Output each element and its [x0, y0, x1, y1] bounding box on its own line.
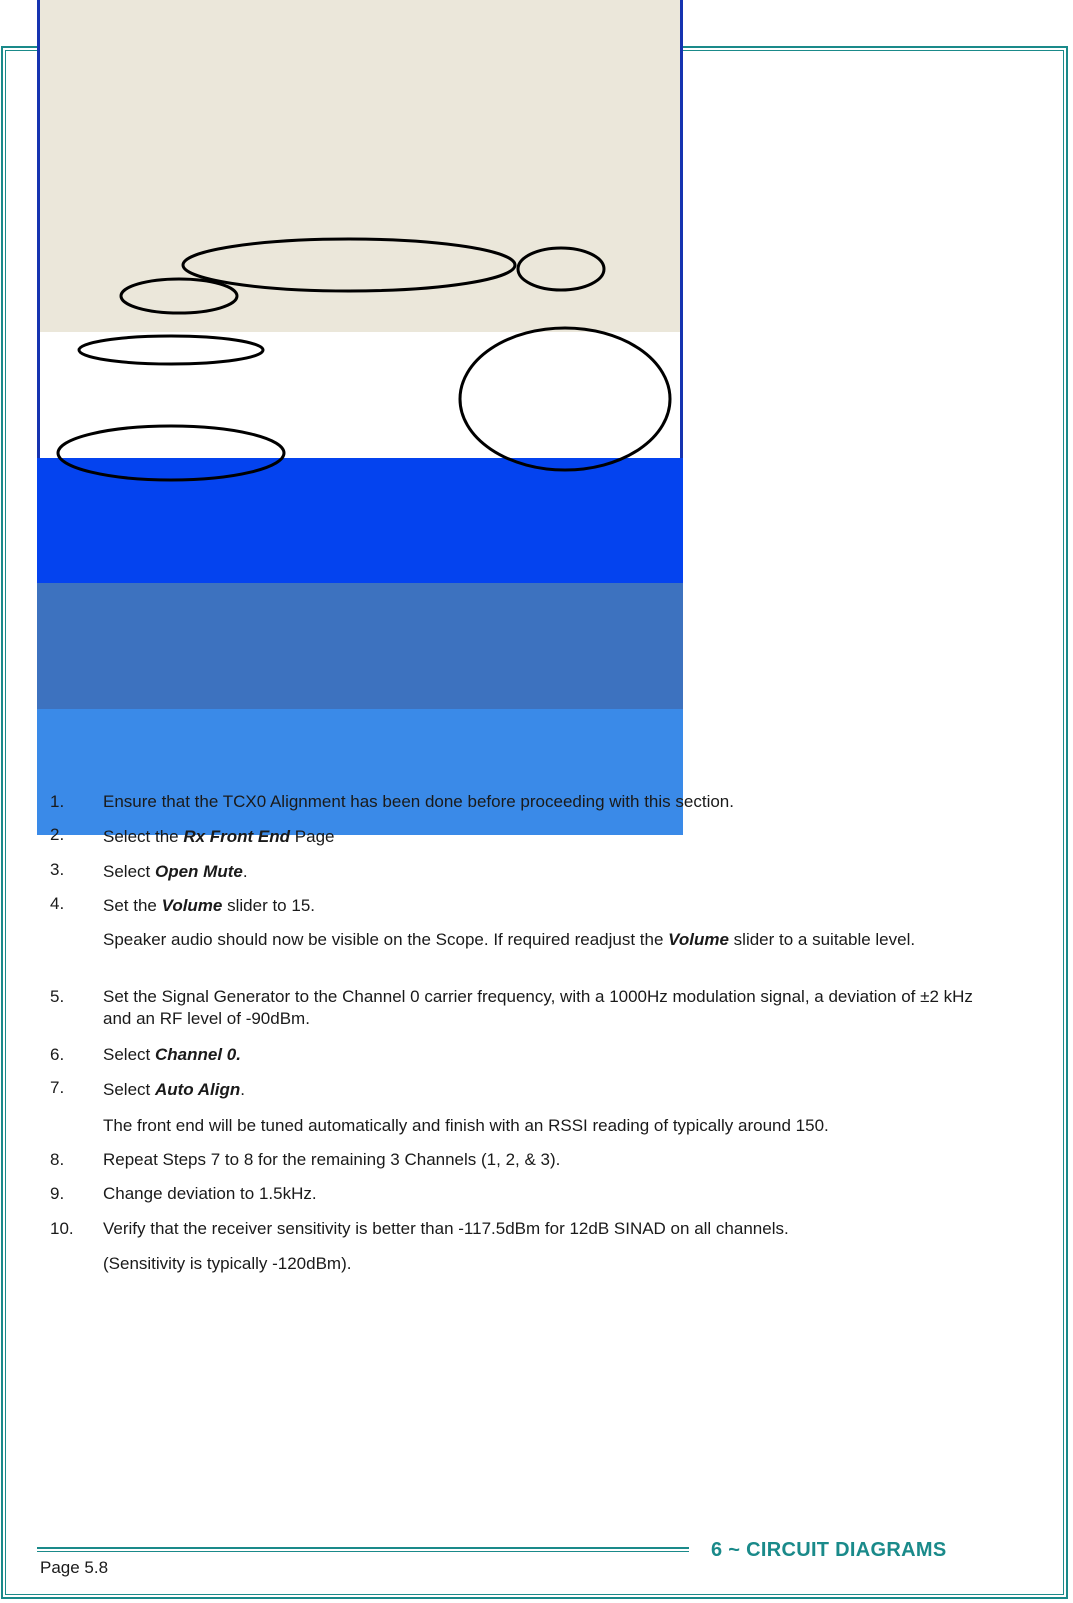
callout-oval-3 [121, 279, 237, 313]
callout-oval-4 [79, 336, 263, 364]
callout-oval-1 [183, 239, 515, 291]
step-number: 6. [50, 1045, 65, 1064]
step-note: The front end will be tuned automatically and finish with an RSSI reading of typically around 150. [103, 1116, 829, 1135]
callout-oval-2 [518, 248, 604, 290]
callout-ovals [37, 0, 683, 835]
step-text: Repeat Steps 7 to 8 for the remaining 3 Channels (1, 2, & 3). [103, 1150, 561, 1169]
step-text: Select the Rx Front End Page [103, 827, 335, 846]
step-number: 5. [50, 987, 65, 1006]
footer-rule-thin [37, 1551, 689, 1552]
step-number: 10. [50, 1219, 74, 1238]
step-note: Speaker audio should now be visible on the Scope. If required readjust the Volume slider to a suitable level. [103, 930, 916, 949]
step-text: Set the Volume slider to 15. [103, 896, 315, 915]
callout-oval-6 [58, 426, 284, 480]
step-text: Ensure that the TCX0 Alignment has been done before proceeding with this section. [103, 792, 734, 811]
step-text: Select Open Mute. [103, 862, 248, 881]
step-number: 1. [50, 792, 65, 811]
step-number: 3. [50, 860, 65, 879]
step-number: 4. [50, 894, 65, 913]
callout-oval-5 [460, 328, 670, 470]
footer-rule [37, 1547, 689, 1549]
step-text: Select Auto Align. [103, 1080, 246, 1099]
step-number: 7. [50, 1078, 65, 1097]
screenshot-figure [37, 0, 683, 835]
step-text: Verify that the receiver sensitivity is better than -117.5dBm for 12dB SINAD on all channels. [103, 1219, 789, 1238]
step-text: Select Channel 0. [103, 1045, 241, 1064]
page-number: Page 5.8 [40, 1558, 109, 1577]
step-text: Set the Signal Generator to the Channel 0 carrier frequency, with a 1000Hz modulation signal, a deviation of ±2 kHz and an RF level of -90dBm. [103, 987, 973, 1028]
step-number: 8. [50, 1150, 65, 1169]
step-text: Change deviation to 1.5kHz. [103, 1184, 317, 1203]
step-number: 9. [50, 1184, 65, 1203]
step-number: 2. [50, 825, 65, 844]
section-title: 6 ~ CIRCUIT DIAGRAMS [711, 1539, 947, 1561]
step-note: (Sensitivity is typically -120dBm). [103, 1254, 352, 1273]
